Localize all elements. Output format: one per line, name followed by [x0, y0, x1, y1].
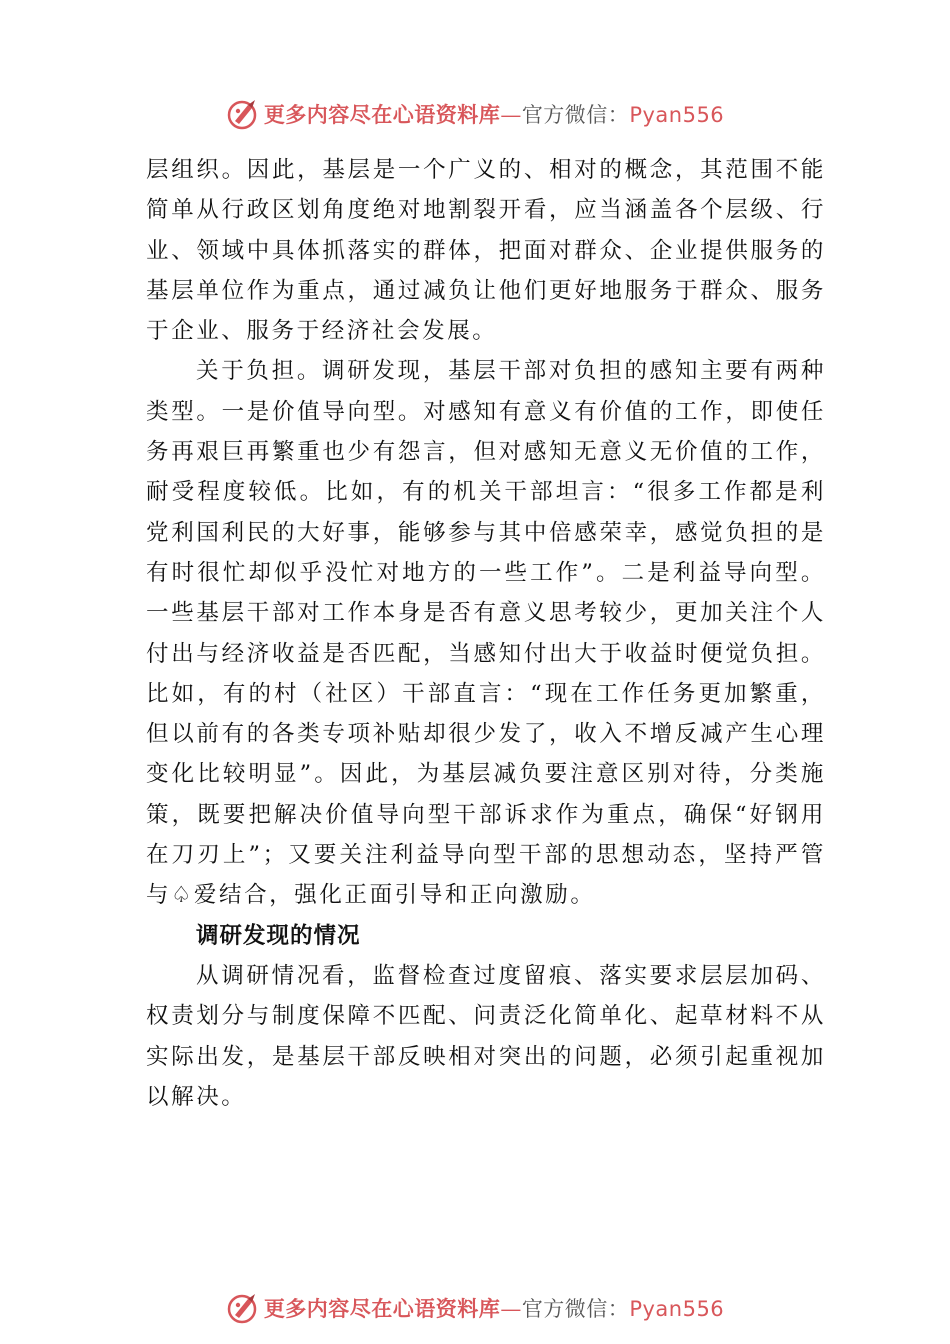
paragraph-1: 层组织。因此，基层是一个广义的、相对的概念，其范围不能简单从行政区划角度绝对地割裂开看，应当涵盖各个层级、行业、领域中具体抓落实的群体，把面对群众、企业提供服务的基层单位作为重点，通过减负让他们更好地服务于群众、服务于企业、服务于经济社会发展。 [146, 157, 826, 345]
footer-wechat-id: Pyan556 [629, 1297, 725, 1321]
paragraph-2: 关于负担。调研发现，基层干部对负担的感知主要有两种类型。一是价值导向型。对感知有意义有价值的工作，即使任务再艰巨再繁重也少有怨言，但对感知无意义无价值的工作，耐受程度较低。比如，有的机关干部坦言：“很多工作都是利党利国利民的大好事，能够参与其中倍感荣幸，感觉负担的是有时很忙却似乎没忙对地方的一些工作”。二是利益导向型。一些基层干部对工作本身是否有意义思考较少，更加关注个人付出与经济收益是否匹配，当感知付出大于收益时便觉负担。比如，有的村（社区）干部直言：“现在工作任务更加繁重，但以前有的各类专项补贴却很少发了，收入不增反减产生心理变化比较明显”。因此，为基层减负要注意区别对待，分类施策，既要把解决价值导向型干部诉求作为重点，确保“好钢用在刀刃上”；又要关注利益导向型干部的思想动态，坚持严管与♤爱结合，强化正面引导和正向激励。 [146, 358, 826, 909]
document-body [146, 150, 826, 1117]
header-banner [0, 94, 950, 134]
footer-brand-text: 更多内容尽在心语资料库 [263, 1296, 501, 1321]
brand-logo-icon [226, 97, 260, 131]
footer-dash: — [500, 1297, 522, 1321]
header-wechat-id: Pyan556 [629, 103, 725, 127]
header-dash: — [500, 103, 522, 127]
paragraph-3: 从调研情况看，监督检查过度留痕、落实要求层层加码、权责划分与制度保障不匹配、问责泛化简单化、起草材料不从实际出发，是基层干部反映相对突出的问题，必须引起重视加以解决。 [146, 962, 826, 1110]
footer-banner [0, 1288, 950, 1328]
brand-logo-icon [226, 1291, 260, 1325]
footer-wechat-label: 官方微信： [521, 1297, 630, 1321]
section-heading: 调研发现的情况 [196, 922, 361, 949]
header-wechat-label: 官方微信： [521, 103, 630, 127]
header-brand-text: 更多内容尽在心语资料库 [263, 102, 501, 127]
